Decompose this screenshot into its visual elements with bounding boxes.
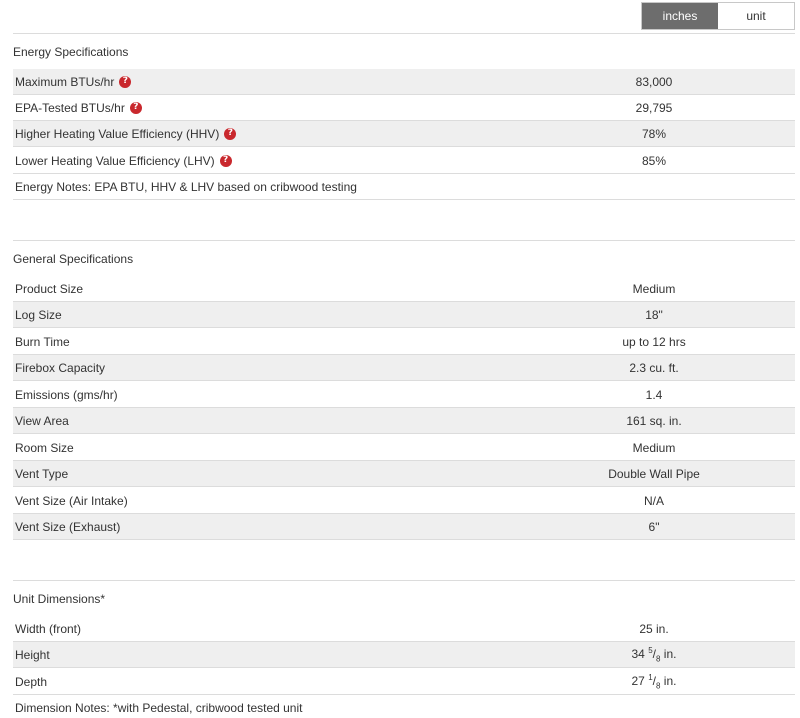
spec-label: Maximum BTUs/hr — [15, 74, 115, 89]
spec-row — [13, 95, 795, 121]
spec-row — [13, 514, 795, 540]
dimension-unit: in. — [663, 673, 677, 688]
fraction-denominator: 8 — [656, 654, 661, 664]
spec-row — [13, 461, 795, 487]
energy-section-title — [13, 33, 795, 69]
spec-value: 83,000 — [635, 74, 673, 89]
spec-value: 2.3 cu. ft. — [629, 360, 679, 375]
spec-value: 6" — [648, 519, 660, 534]
spec-value: 161 sq. in. — [626, 413, 682, 428]
spec-label: Height — [15, 647, 50, 662]
spec-value: N/A — [643, 493, 664, 508]
spec-label: View Area — [15, 413, 69, 428]
section-title-text: General Specifications — [13, 251, 134, 266]
general-section-title — [13, 240, 795, 276]
dimension-notes: Dimension Notes: *with Pedestal, cribwood tested unit — [15, 701, 303, 715]
dimensions-section-title — [13, 580, 795, 616]
unit-toggle — [641, 2, 795, 30]
help-icon[interactable]: ? — [224, 128, 236, 140]
spec-label: Vent Type — [15, 466, 69, 481]
spec-row — [13, 435, 795, 461]
spec-row — [13, 642, 795, 668]
spec-row — [13, 69, 795, 95]
spec-value: 78% — [641, 126, 667, 141]
spec-value: 18" — [645, 307, 663, 322]
fraction-numerator: 5 — [648, 645, 653, 655]
spec-row — [13, 616, 795, 642]
spec-row — [13, 148, 795, 174]
spec-label: Log Size — [15, 307, 62, 322]
dimension-notes-row — [13, 695, 795, 718]
spec-value: up to 12 hrs — [622, 334, 686, 349]
fraction-numerator: 1 — [648, 672, 653, 682]
spec-value: 1.4 — [645, 387, 663, 402]
spec-row — [13, 488, 795, 514]
spec-label: Vent Size (Air Intake) — [15, 493, 128, 508]
spec-label: Emissions (gms/hr) — [15, 387, 118, 402]
fraction-denominator: 8 — [656, 681, 661, 691]
spec-label: Higher Heating Value Efficiency (HHV) — [15, 126, 220, 141]
inches-option[interactable]: inches — [642, 3, 718, 29]
spec-row — [13, 329, 795, 355]
section-title-text: Energy Specifications — [13, 44, 129, 59]
spec-label: Room Size — [15, 440, 74, 455]
spec-row — [13, 382, 795, 408]
spec-row — [13, 408, 795, 434]
spec-row — [13, 276, 795, 302]
spec-value: 34 $^5/_8$ in. — [631, 645, 677, 664]
spec-value: Medium — [632, 281, 676, 296]
spec-value: 85% — [641, 153, 667, 168]
spec-label: Firebox Capacity — [15, 360, 106, 375]
spec-label: Burn Time — [15, 334, 70, 349]
help-icon[interactable]: ? — [119, 76, 131, 88]
section-title-text: Unit Dimensions* — [13, 591, 106, 606]
spec-row — [13, 121, 795, 147]
help-icon[interactable]: ? — [130, 102, 142, 114]
energy-notes-row — [13, 174, 795, 200]
spec-label: Lower Heating Value Efficiency (LHV) — [15, 153, 215, 168]
spec-value: Double Wall Pipe — [608, 466, 700, 481]
spec-value: 29,795 — [635, 100, 673, 115]
spec-row — [13, 302, 795, 328]
spec-label: Vent Size (Exhaust) — [15, 519, 121, 534]
spec-label: EPA-Tested BTUs/hr — [15, 100, 125, 115]
dimension-unit: in. — [663, 646, 677, 661]
dimension-whole: 27 — [631, 673, 645, 688]
spec-row — [13, 355, 795, 381]
spec-label: Width (front) — [15, 621, 82, 636]
dimension-whole: 34 — [631, 646, 645, 661]
spec-label: Product Size — [15, 281, 84, 296]
spec-value: 25 in. — [639, 621, 669, 636]
help-icon[interactable]: ? — [220, 155, 232, 167]
energy-notes: Energy Notes: EPA BTU, HHV & LHV based on cribwood testing — [15, 179, 357, 194]
spec-label: Depth — [15, 674, 48, 689]
unit-option[interactable]: unit — [746, 9, 766, 23]
spec-value: Medium — [632, 440, 676, 455]
spec-value: 27 $^1/_8$ in. — [631, 672, 677, 691]
spec-row — [13, 669, 795, 695]
